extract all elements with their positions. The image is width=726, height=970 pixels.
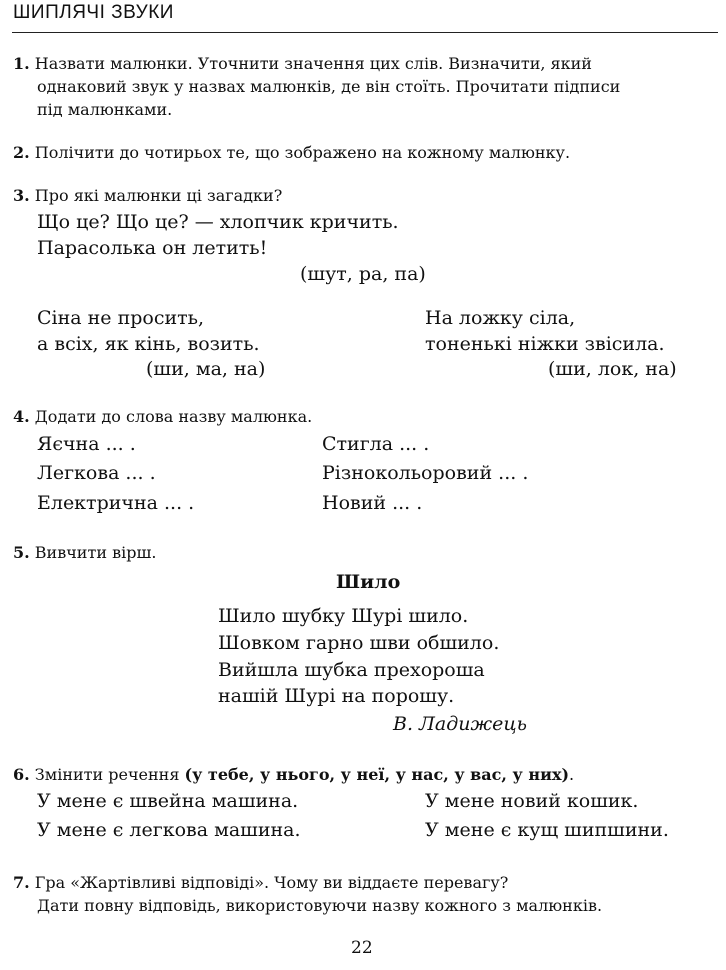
phrase-right-3: Новий ... .	[322, 492, 423, 514]
sentence-right-2: У мене є кущ шипшини.	[425, 819, 669, 841]
page-title: ШИПЛЯЧІ ЗВУКИ	[13, 2, 174, 23]
riddle-3-answer: (ши, лок, на)	[548, 358, 677, 380]
sentence-left-2: У мене є легкова машина.	[37, 819, 301, 841]
task-2	[13, 141, 570, 164]
poem-line-4: нашій Шурі на порошу.	[218, 685, 455, 707]
phrase-right-1: Стигла ... .	[322, 433, 430, 455]
phrase-right-2: Різнокольоровий ... .	[322, 462, 529, 484]
task-number: 2.	[13, 143, 30, 162]
task-6	[13, 763, 574, 786]
task-3	[13, 184, 282, 207]
task-7-line-2: Дати повну відповідь, використовуючи назву кожного з малюнків.	[37, 896, 603, 915]
task-number: 7.	[13, 873, 30, 892]
riddle-2-line-1: Сіна не просить,	[37, 307, 205, 329]
phrase-left-2: Легкова ... .	[37, 462, 156, 484]
task-text: Змінити речення	[34, 765, 180, 784]
riddle-2-line-2: а всіх, як кінь, возить.	[37, 333, 260, 355]
task-text-bold: (у тебе, у нього, у неї, у нас, у вас, у них)	[184, 765, 570, 784]
poem-line-3: Вийшла шубка прехороша	[218, 659, 485, 681]
task-1-line-3: під малюнками.	[37, 100, 173, 119]
task-5	[13, 541, 156, 564]
task-7	[13, 871, 508, 894]
riddle-2-answer: (ши, ма, на)	[146, 358, 266, 380]
phrase-left-3: Електрична ... .	[37, 492, 195, 514]
poem-title: Шило	[336, 571, 401, 593]
task-4	[13, 405, 312, 428]
riddle-3-line-1: На ложку сіла,	[425, 307, 576, 329]
task-text: Вивчити вірш.	[34, 543, 157, 562]
poem-line-1: Шило шубку Шурі шило.	[218, 605, 469, 627]
sentence-right-1: У мене новий кошик.	[425, 790, 639, 812]
poem-line-2: Шовком гарно шви обшило.	[218, 632, 500, 654]
task-number: 3.	[13, 186, 30, 205]
riddle-1-line-2: Парасолька он летить!	[37, 237, 268, 259]
task-text-end: .	[569, 765, 575, 784]
sentence-left-1: У мене є швейна машина.	[37, 790, 299, 812]
riddle-3-line-2: тоненькі ніжки звісила.	[425, 333, 665, 355]
task-1-line-2: однаковий звук у назвах малюнків, де він стоїть. Прочитати підписи	[37, 77, 621, 96]
task-number: 6.	[13, 765, 30, 784]
task-number: 5.	[13, 543, 30, 562]
riddle-1-line-1: Що це? Що це? — хлопчик кричить.	[37, 211, 399, 233]
poem-author: В. Ладижець	[393, 713, 527, 735]
phrase-left-1: Яєчна ... .	[37, 433, 136, 455]
task-text: Полічити до чотирьох те, що зображено на кожному малюнку.	[34, 143, 571, 162]
task-number: 1.	[13, 54, 30, 73]
riddle-1-answer: (шут, ра, па)	[300, 263, 426, 285]
task-1	[13, 52, 592, 75]
task-text: Назвати малюнки. Уточнити значення цих слів. Визначити, який	[34, 54, 592, 73]
task-text: Додати до слова назву малюнка.	[34, 407, 313, 426]
task-number: 4.	[13, 407, 30, 426]
page-number: 22	[351, 938, 373, 958]
task-text: Гра «Жартівливі відповіді». Чому ви віддаєте перевагу?	[34, 873, 509, 892]
task-text: Про які малюнки ці загадки?	[34, 186, 283, 205]
header-divider	[12, 32, 718, 33]
